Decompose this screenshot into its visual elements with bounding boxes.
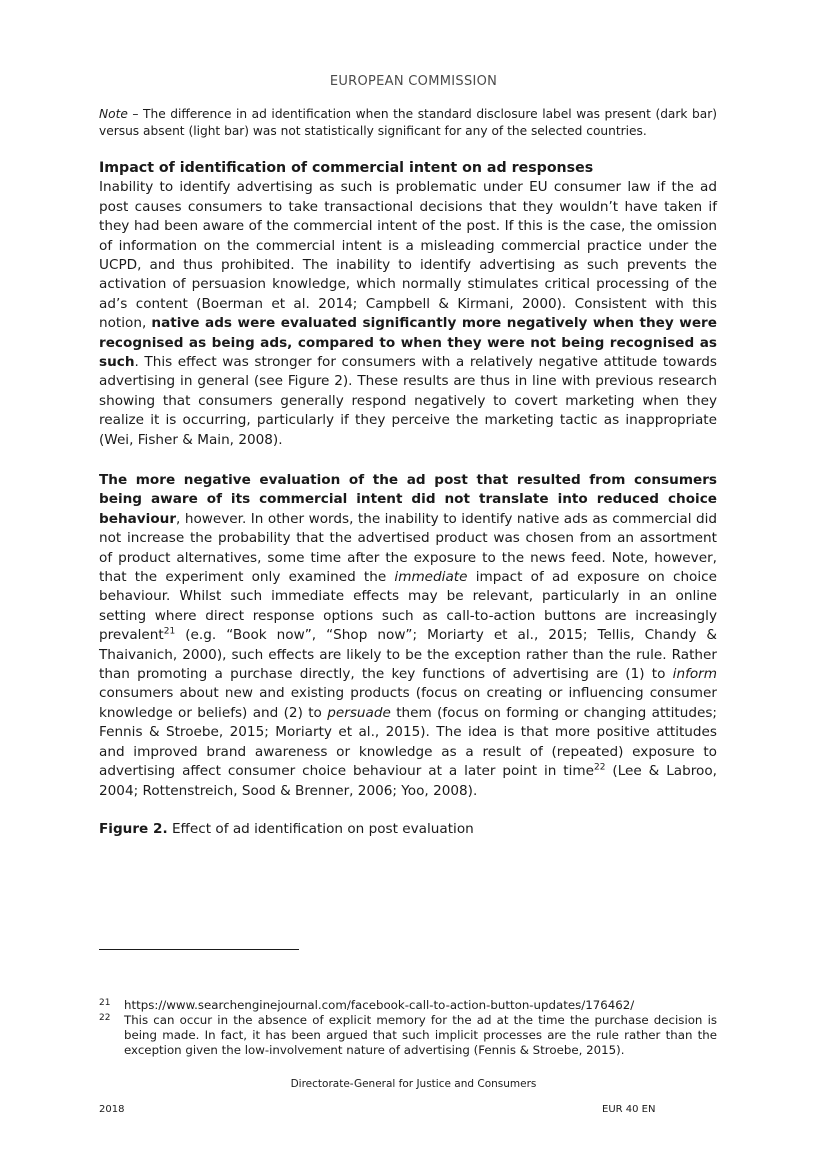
paragraph-2 [99, 471, 717, 801]
footnote-text: This can occur in the absence of explicit memory for the ad at the time the purchase decision is being made. In fact, it has been argued that such implicit processes are the rule rather than the exception given the low-involvement nature of advertising (Fennis & Stroebe, 2015). [124, 1013, 717, 1057]
footnote-21 [99, 998, 717, 1013]
p2-text-f: (Lee & Labroo, 2004; Rottenstreich, Sood & Brenner, 2006; Yoo, 2008). [99, 763, 717, 799]
footnote-link[interactable]: https://www.searchenginejournal.com/facebook-call-to-action-button-updates/176462/ [124, 998, 635, 1012]
figure-caption-text: Effect of ad identification on post evaluation [167, 821, 474, 837]
footnote-ref-21[interactable]: 21 [163, 626, 176, 637]
paragraph-1 [99, 159, 717, 450]
p2-bold: The more negative evaluation of the ad post that resulted from consumers being aware of its commercial intent did not translate into reduced choice behaviour [99, 472, 717, 527]
figure-caption [99, 820, 717, 839]
note-text: – The difference in ad identification when the standard disclosure label was present (dark bar) versus absent (light bar) was not statistically significant for any of the selected countries. [99, 107, 717, 138]
footer-directorate: Directorate-General for Justice and Consumers [290, 1078, 537, 1090]
footnote-number: 22 [99, 1013, 111, 1023]
footnote-22 [99, 1013, 717, 1058]
footnote-ref-22[interactable]: 22 [594, 762, 606, 773]
p2-italic-inform: inform [672, 666, 717, 683]
section-heading: Impact of identification of commercial intent on ad responses [99, 160, 594, 176]
p2-italic-immediate: immediate [394, 569, 468, 586]
footer-eur-number: EUR 40 EN [602, 1104, 656, 1115]
p2-italic-persuade: persuade [327, 704, 391, 721]
page-header: EUROPEAN COMMISSION [329, 74, 498, 89]
p1-text-a: Inability to identify advertising as such is problematic under EU consumer law if the ad post causes consumers to take transactional decisions that they wouldn’t have taken if they had been aware of the commercial intent of the post. If this is the case, the omission of information on the commercial intent is a misleading commercial practice under the UCPD, and thus prohibited. The inability to identify advertising as such prevents the activation of persuasion knowledge, which normally stimulates critical processing of the ad’s content (Boerman et al. 2014; Campbell & Kirmani, 2000). Consistent with this notion, [99, 179, 717, 332]
p1-text-b: . This effect was stronger for consumers with a relatively negative attitude towards advertising in general (see Figure 2). These results are thus in line with previous research showing that consumers generally respond negatively to covert marketing when they realize it is occurring, particularly if they perceive the marketing tactic as inappropriate (Wei, Fisher & Main, 2008). [99, 354, 717, 448]
figure-note [99, 106, 717, 140]
p2-text-a: , however. In other words, the inability to identify native ads as commercial did not increase the probability that the advertised product was chosen from an assortment of product alternatives, some time after the exposure to the news feed. Note, however, that the experiment only examined the [99, 510, 717, 586]
footer-year: 2018 [99, 1104, 125, 1115]
note-label: Note [99, 107, 128, 121]
p2-text-e: them (focus on forming or changing attitudes; Fennis & Stroebe, 2015; Moriarty et al., 2015). The idea is that more positive attitudes and improved brand awareness or knowledge as a result of (repeated) exposure to advertising affect consumer choice behaviour at a later point in time [99, 704, 718, 780]
footnote-divider [99, 949, 299, 950]
p2-text-b: impact of ad exposure on choice behaviour. Whilst such immediate effects may be relevant, particularly in an online setting where direct response options such as call-to-action buttons are increasingly prevalent [99, 569, 717, 644]
p1-bold: native ads were evaluated significantly more negatively when they were recognised as being ads, compared to when they were not being recognised as such [99, 315, 717, 371]
p2-text-c: (e.g. “Book now”, “Shop now”; Moriarty et al., 2015; Tellis, Chandy & Thaivanich, 2000), such effects are likely to be the exception rather than the rule. Rather than promoting a purchase directly, the key functions of advertising are (1) to [99, 627, 717, 683]
p2-text-d: consumers about new and existing products (focus on creating or influencing consumer knowledge or beliefs) and (2) to [99, 685, 717, 721]
figure-label: Figure 2. [99, 821, 168, 837]
footnote-number: 21 [99, 998, 111, 1008]
